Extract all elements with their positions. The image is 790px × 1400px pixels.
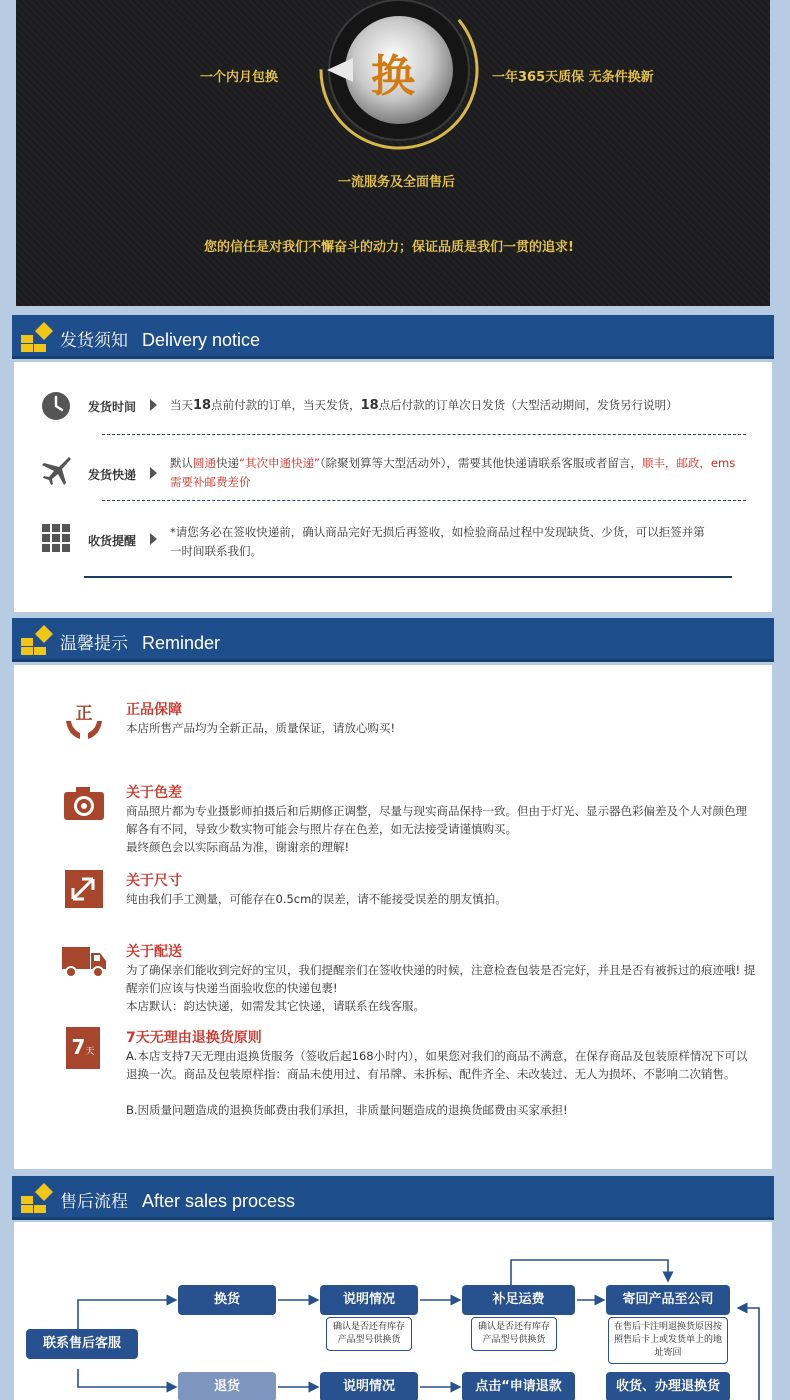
- arrow-right-icon: [150, 533, 157, 545]
- item-title: 关于配送: [126, 944, 182, 960]
- pay-shipping-node: 补足运费: [462, 1285, 575, 1315]
- item-title: 关于色差: [126, 785, 182, 801]
- divider: [102, 500, 746, 501]
- slogan-text: 您的信任是对我们不懈奋斗的动力；保证品质是我们一贯的追求!: [204, 240, 574, 255]
- item-body: 本店所售产品均为全新正品，质量保证，请放心购买!: [126, 721, 396, 735]
- arrow-right-icon: [150, 467, 157, 479]
- diamond-logo-icon: [20, 1182, 54, 1214]
- section-title: 售后流程 After sales process: [60, 1191, 296, 1212]
- diamond-logo-icon: [20, 624, 54, 656]
- section-title: 发货须知 Delivery notice: [60, 330, 261, 351]
- right-guarantee-text: 一年365天质保 无条件换新: [492, 70, 654, 85]
- item-body: 商品照片都为专业摄影师拍摄后和后期修正调整，尽量与现实商品保持一致。但由于灯光、显示器色彩偏差及个人对颜色理解各有不同，导致少数实物可能会与照片存在色差，如无法接受请谨慎购买。 最终颜色会以实际商品为准，谢谢亲的理解!: [126, 804, 747, 854]
- explain-node-2: 说明情况: [320, 1372, 418, 1400]
- airplane-icon: [40, 454, 72, 486]
- svg-text:正: 正: [75, 704, 93, 724]
- after-sales-panel: [14, 1222, 772, 1400]
- pay-shipping-note: 确认是否还有库存产品型号供换货: [471, 1317, 557, 1351]
- divider: [84, 576, 732, 578]
- grid-icon: [40, 522, 72, 554]
- explain-node: 说明情况: [320, 1285, 418, 1315]
- reminder-panel: [14, 665, 772, 1169]
- send-back-node: 寄回产品至公司: [606, 1285, 730, 1315]
- service-text: 一流服务及全面售后: [338, 175, 456, 190]
- receipt-reminder-label: 收货提醒: [88, 534, 137, 548]
- section-title: 温馨提示 Reminder: [60, 633, 221, 654]
- guarantee-banner: [16, 0, 770, 306]
- receipt-reminder-text: *请您务必在签收快递前，确认商品完好无损后再签收，如检验商品过程中发现缺货、少货，可以拒签并第一时间联系我们。: [170, 525, 705, 558]
- delivery-panel: [14, 362, 772, 612]
- apply-refund-node: 点击“申请退款: [462, 1372, 575, 1400]
- left-guarantee-text: 一个内月包换: [200, 70, 279, 85]
- diamond-logo-icon: [20, 321, 54, 353]
- item-body: 为了确保亲们能收到完好的宝贝，我们提醒亲们在签收快递的时候，注意检查包装是否完好，并且是否有被拆过的痕迹哦! 提醒亲们应该与快递当面验收您的快递包裹! 本店默认：韵达快递，如需发其它快递，请联系在线客服。: [126, 963, 756, 1013]
- clock-icon: [40, 390, 72, 422]
- explain-note: 确认是否还有库存产品型号供换货: [326, 1317, 412, 1351]
- refund-node: 退货: [178, 1372, 276, 1400]
- receive-return-node: 收货、办理退换货: [606, 1372, 730, 1400]
- exchange-character: 换: [371, 51, 415, 102]
- arrow-right-icon: [150, 399, 157, 411]
- item-body: A.本店支持7天无理由退换货服务（签收后起168小时内），如果您对我们的商品不满意，在保存商品及包装原样情况下可以退换一次。商品及包装原样指：商品未使用过、有吊牌、未拆标、配件齐全、未改装过、无人为损坏、不影响二次销售。 B.因质量问题造成的退换货邮费由我们承担，非质量问题造成的退换货邮费由买家承担!: [126, 1049, 748, 1117]
- courier-label: 发货快递: [88, 468, 137, 482]
- genuine-hands-icon: [62, 699, 106, 743]
- resize-arrow-icon: [62, 870, 106, 914]
- contact-service-node: 联系售后客服: [26, 1329, 138, 1359]
- delivery-time-text: 当天18点前付款的订单，当天发货，18点后付款的订单次日发货（大型活动期间，发货另行说明）: [170, 398, 678, 413]
- delivery-time-label: 发货时间: [88, 400, 137, 414]
- courier-text: 默认圆通快递“其次申通快递”（除聚划算等大型活动外），需要其他快递请联系客服或者留言，顺丰，邮政，ems需要补邮费差价: [170, 456, 736, 489]
- send-back-note: 在售后卡注明退换货原因按照售后卡上或发货单上的地址寄回: [608, 1317, 728, 1364]
- truck-icon: [62, 941, 106, 985]
- item-title: 7天无理由退换货原则: [126, 1030, 262, 1046]
- camera-icon: [62, 782, 106, 826]
- item-title: 正品保障: [126, 702, 182, 718]
- reminder-header: [12, 618, 774, 662]
- exchange-node: 换货: [178, 1285, 276, 1315]
- seven-days-icon: 7天: [66, 1027, 100, 1069]
- delivery-notice-header: [12, 315, 774, 359]
- divider: [102, 434, 746, 435]
- item-body: 纯由我们手工测量，可能存在0.5cm的误差，请不能接受误差的朋友慎拍。: [126, 892, 507, 906]
- after-sales-header: [12, 1176, 774, 1220]
- item-title: 关于尺寸: [126, 873, 182, 889]
